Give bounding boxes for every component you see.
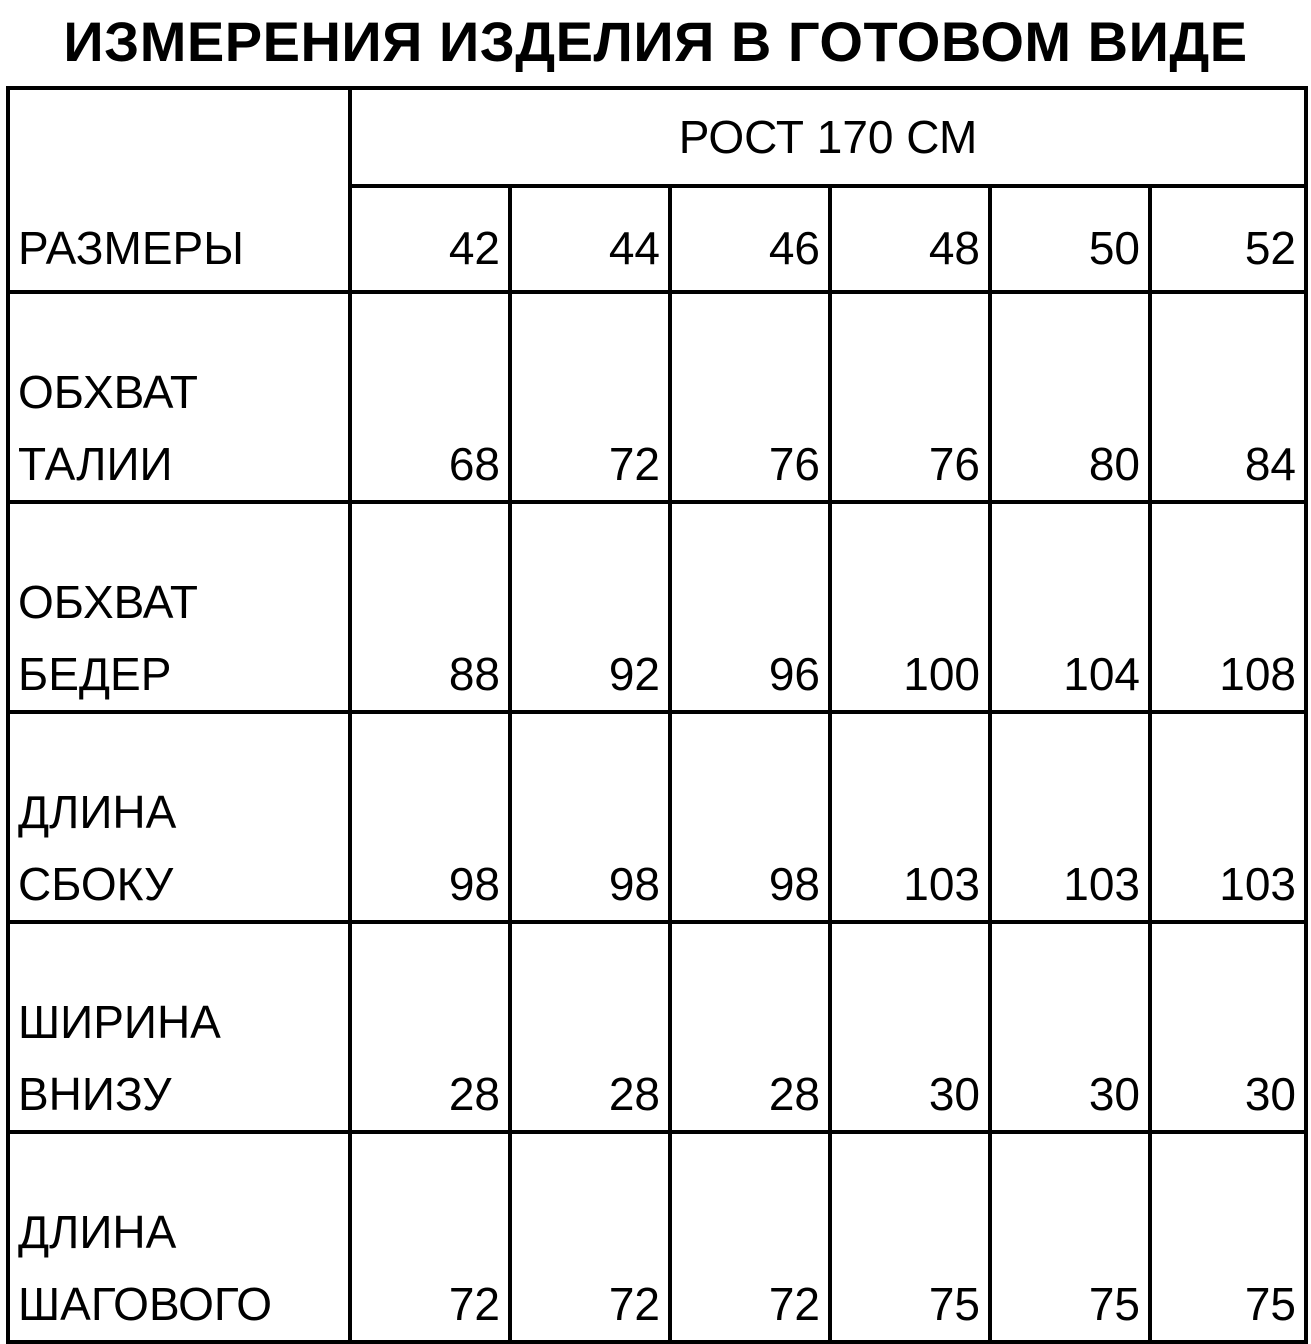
row-label-line1: ШИРИНА bbox=[18, 996, 221, 1048]
value-cell: 75 bbox=[990, 1132, 1150, 1342]
value-cell: 30 bbox=[830, 922, 990, 1132]
value-cell: 72 bbox=[510, 1132, 670, 1342]
row-label-line1: ОБХВАТ bbox=[18, 576, 198, 628]
value-cell: 72 bbox=[670, 1132, 830, 1342]
value-cell: 75 bbox=[1150, 1132, 1306, 1342]
value-cell: 103 bbox=[990, 712, 1150, 922]
table-row bbox=[8, 1132, 1306, 1342]
row-label-line1: ОБХВАТ bbox=[18, 366, 198, 418]
row-label-line2: ВНИЗУ bbox=[18, 1068, 172, 1120]
sizes-label: РАЗМЕРЫ bbox=[18, 222, 244, 274]
value-cell: 76 bbox=[670, 292, 830, 502]
row-label-cell bbox=[8, 292, 350, 502]
size-header-cell: 44 bbox=[510, 186, 670, 292]
value-cell: 100 bbox=[830, 502, 990, 712]
row-label-line2: СБОКУ bbox=[18, 858, 174, 910]
row-label-cell bbox=[8, 502, 350, 712]
table-row bbox=[8, 922, 1306, 1132]
value-cell: 108 bbox=[1150, 502, 1306, 712]
table-row bbox=[8, 712, 1306, 922]
row-label-line2: ШАГОВОГО bbox=[18, 1278, 272, 1330]
value-cell: 98 bbox=[510, 712, 670, 922]
value-cell: 28 bbox=[350, 922, 510, 1132]
value-cell: 104 bbox=[990, 502, 1150, 712]
row-label-line2: ТАЛИИ bbox=[18, 438, 173, 490]
header-row-height bbox=[8, 88, 1306, 186]
value-cell: 103 bbox=[830, 712, 990, 922]
row-label-cell bbox=[8, 1132, 350, 1342]
value-cell: 75 bbox=[830, 1132, 990, 1342]
value-cell: 30 bbox=[1150, 922, 1306, 1132]
table-row bbox=[8, 292, 1306, 502]
sizes-label-cell bbox=[8, 88, 350, 292]
value-cell: 28 bbox=[670, 922, 830, 1132]
value-cell: 76 bbox=[830, 292, 990, 502]
size-header-cell: 48 bbox=[830, 186, 990, 292]
value-cell: 72 bbox=[350, 1132, 510, 1342]
value-cell: 92 bbox=[510, 502, 670, 712]
row-label-line1: ДЛИНА bbox=[18, 786, 177, 838]
value-cell: 98 bbox=[670, 712, 830, 922]
value-cell: 30 bbox=[990, 922, 1150, 1132]
size-chart-table bbox=[6, 86, 1308, 1344]
value-cell: 103 bbox=[1150, 712, 1306, 922]
row-label-cell bbox=[8, 922, 350, 1132]
value-cell: 98 bbox=[350, 712, 510, 922]
size-header-cell: 52 bbox=[1150, 186, 1306, 292]
value-cell: 96 bbox=[670, 502, 830, 712]
value-cell: 28 bbox=[510, 922, 670, 1132]
row-label-cell bbox=[8, 712, 350, 922]
height-header-cell bbox=[350, 88, 1306, 186]
height-header: РОСТ 170 СМ bbox=[678, 111, 978, 163]
row-label-line2: БЕДЕР bbox=[18, 648, 172, 700]
value-cell: 80 bbox=[990, 292, 1150, 502]
row-label-line1: ДЛИНА bbox=[18, 1206, 177, 1258]
table-row bbox=[8, 502, 1306, 712]
value-cell: 72 bbox=[510, 292, 670, 502]
value-cell: 84 bbox=[1150, 292, 1306, 502]
page-title: ИЗМЕРЕНИЯ ИЗДЕЛИЯ В ГОТОВОМ ВИДЕ bbox=[63, 10, 1248, 73]
value-cell: 88 bbox=[350, 502, 510, 712]
value-cell: 68 bbox=[350, 292, 510, 502]
size-header-cell: 42 bbox=[350, 186, 510, 292]
size-header-cell: 46 bbox=[670, 186, 830, 292]
size-header-cell: 50 bbox=[990, 186, 1150, 292]
